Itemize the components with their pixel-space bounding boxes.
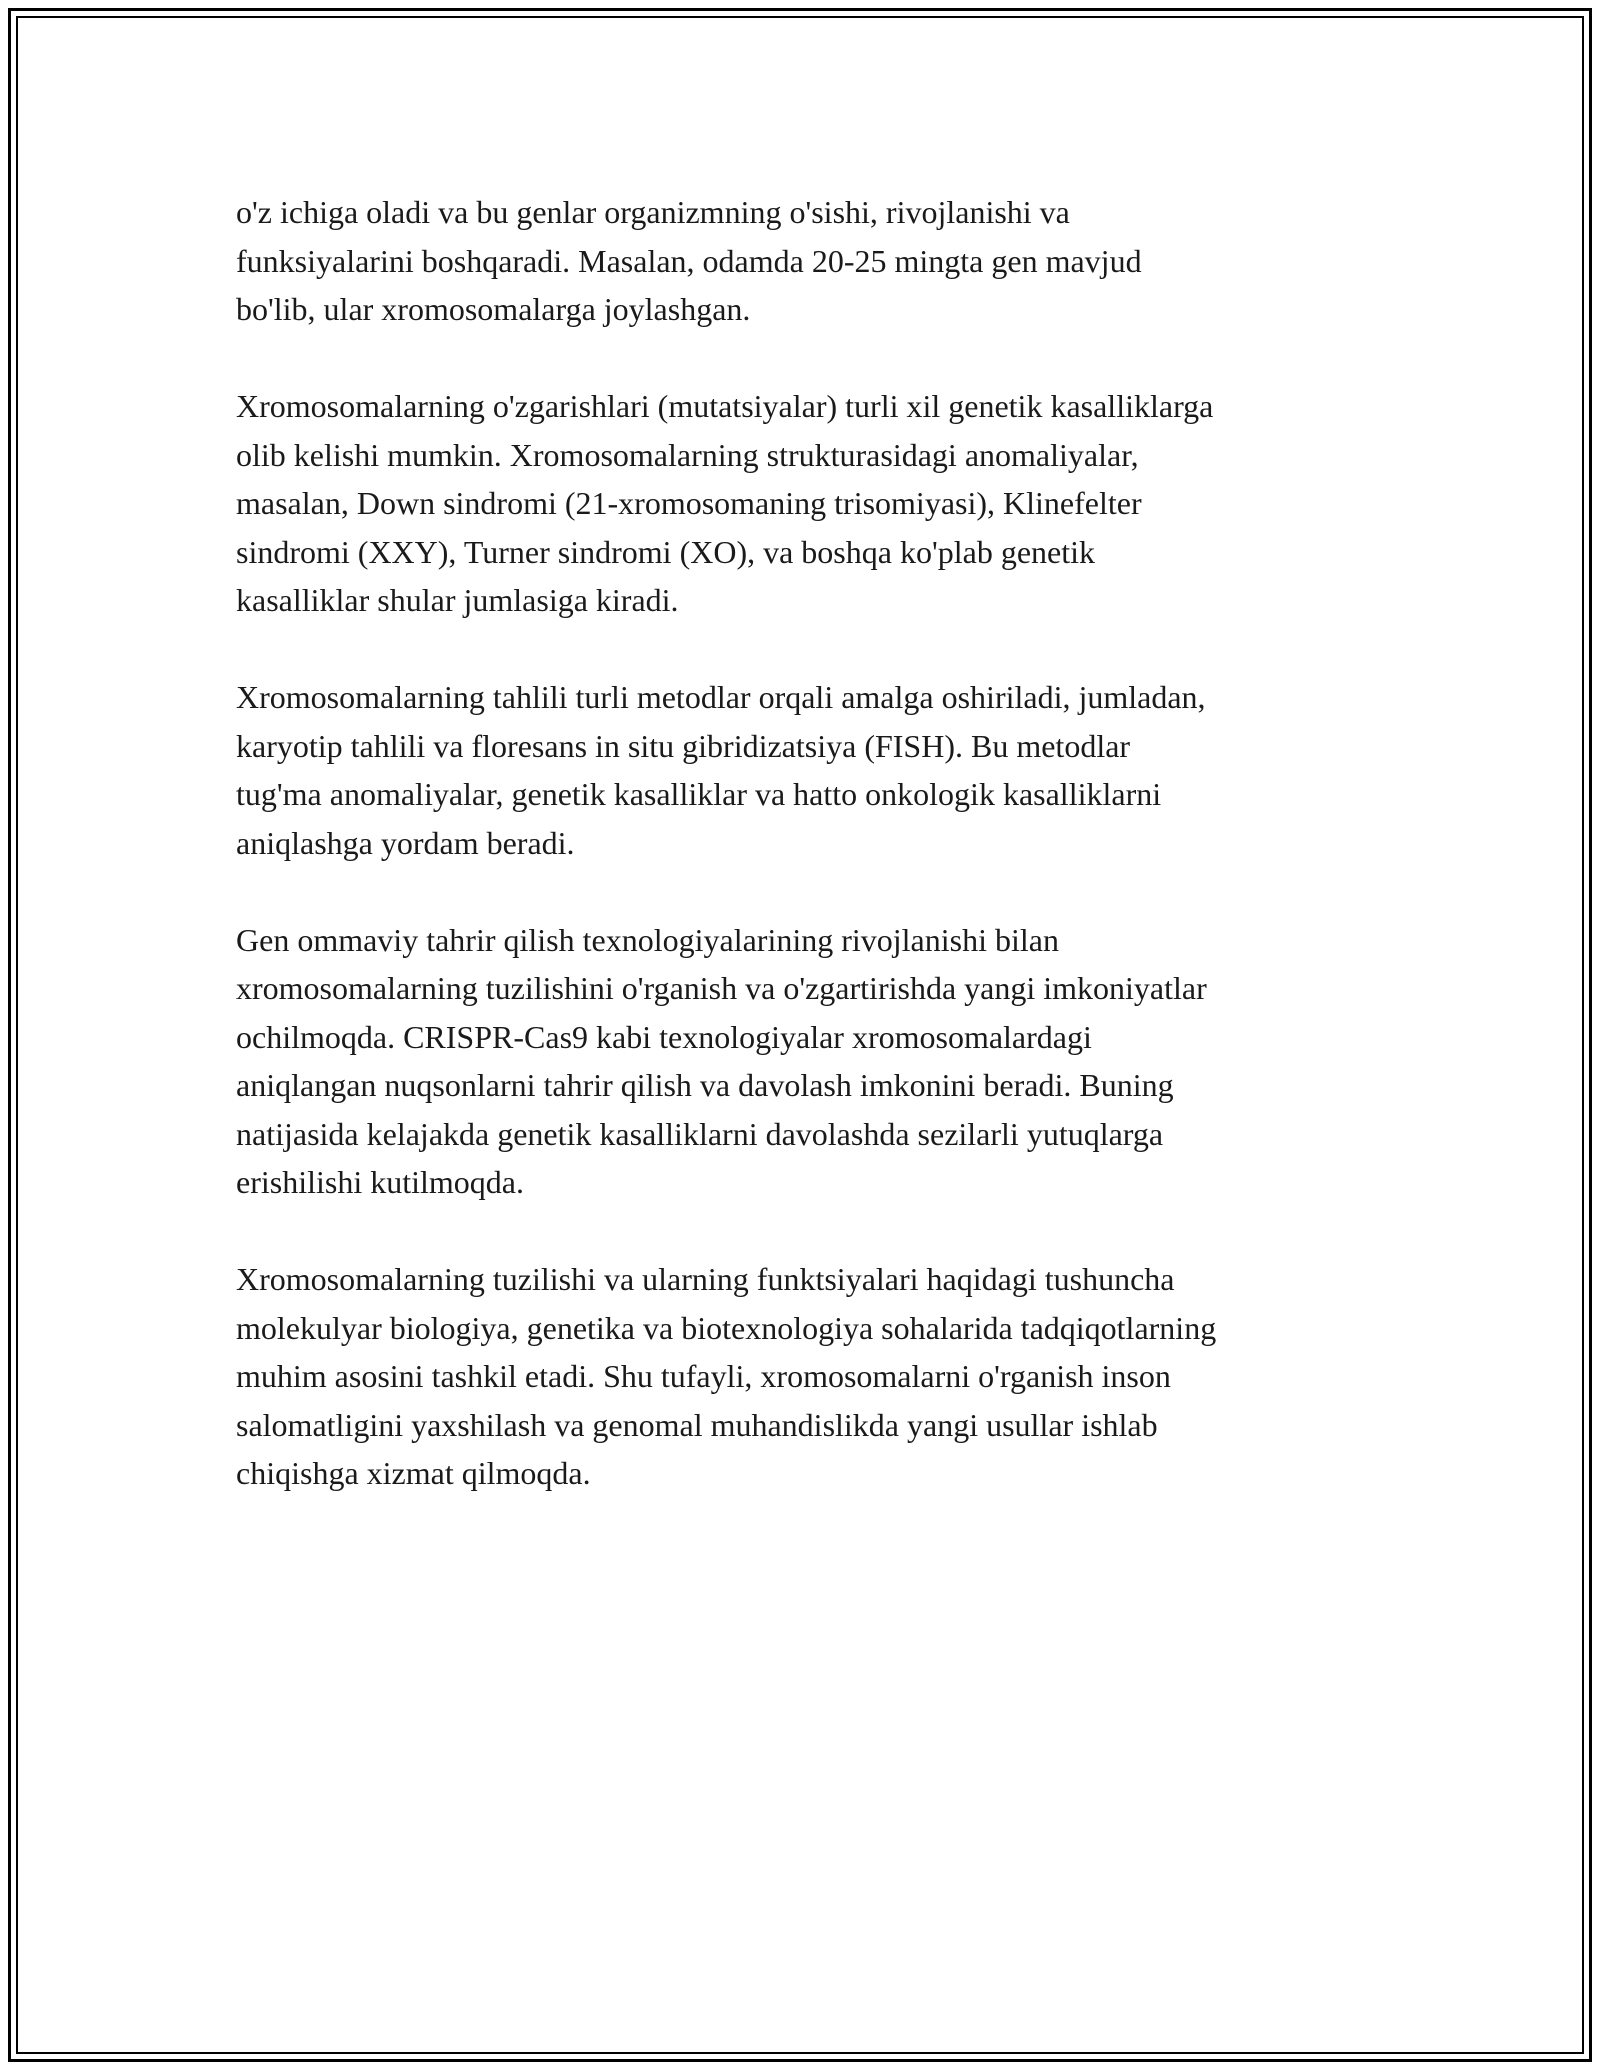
paragraph [236,188,1376,334]
text-line: Xromosomalarning tuzilishi va ularning funktsiyalari haqidagi tushuncha [236,1261,1175,1297]
text-line: ochilmoqda. CRISPR-Cas9 kabi texnologiyalar xromosomalardagi [236,1018,1092,1055]
text-line: muhim asosini tashkil etadi. Shu tufayli, xromosomalarni o'rganish inson [236,1358,1171,1394]
paragraph [236,673,1376,867]
text-line: karyotip tahlili va floresans in situ gibridizatsiya (FISH). Bu metodlar [236,727,1131,764]
text-line: aniqlangan nuqsonlarni tahrir qilish va davolash imkonini beradi. Buning [236,1067,1174,1103]
text-line: masalan, Down sindromi (21-xromosomaning trisomiyasi), Klinefelter [236,485,1142,521]
text-line: erishilishi kutilmoqda. [236,1164,524,1200]
text-line: xromosomalarning tuzilishini o'rganish va o'zgartirishda yangi imkoniyatlar [236,970,1207,1006]
document-body [236,188,1376,1546]
text-line: natijasida kelajakda genetik kasalliklarni davolashda sezilarli yutuqlarga [236,1115,1164,1152]
text-line: aniqlashga yordam beradi. [236,824,575,861]
text-line: chiqishga xizmat qilmoqda. [236,1455,591,1491]
text-line: funksiyalarini boshqaradi. Masalan, odamda 20-25 mingta gen mavjud [236,242,1142,279]
text-line: olib kelishi mumkin. Xromosomalarning strukturasidagi anomaliyalar, [236,436,1139,473]
text-line: Xromosomalarning tahlili turli metodlar orqali amalga oshiriladi, jumladan, [236,679,1206,715]
text-line: molekulyar biologiya, genetika va biotexnologiya sohalarida tadqiqotlarning [236,1309,1217,1346]
paragraph [236,1255,1376,1498]
text-line: bo'lib, ular xromosomalarga joylashgan. [236,291,751,327]
text-line: kasalliklar shular jumlasiga kiradi. [236,582,679,618]
text-line: o'z ichiga oladi va bu genlar organizmning o'sishi, rivojlanishi va [236,194,1070,230]
text-line: sindromi (XXY), Turner sindromi (XO), va boshqa ko'plab genetik [236,533,1095,570]
paragraph [236,916,1376,1207]
text-line: salomatligini yaxshilash va genomal muhandislikda yangi usullar ishlab [236,1406,1158,1443]
text-line: tug'ma anomaliyalar, genetik kasalliklar va hatto onkologik kasalliklarni [236,776,1162,812]
text-line: Gen ommaviy tahrir qilish texnologiyalarining rivojlanishi bilan [236,921,1059,958]
paragraph [236,382,1376,625]
text-line: Xromosomalarning o'zgarishlari (mutatsiyalar) turli xil genetik kasalliklarga [236,388,1214,424]
